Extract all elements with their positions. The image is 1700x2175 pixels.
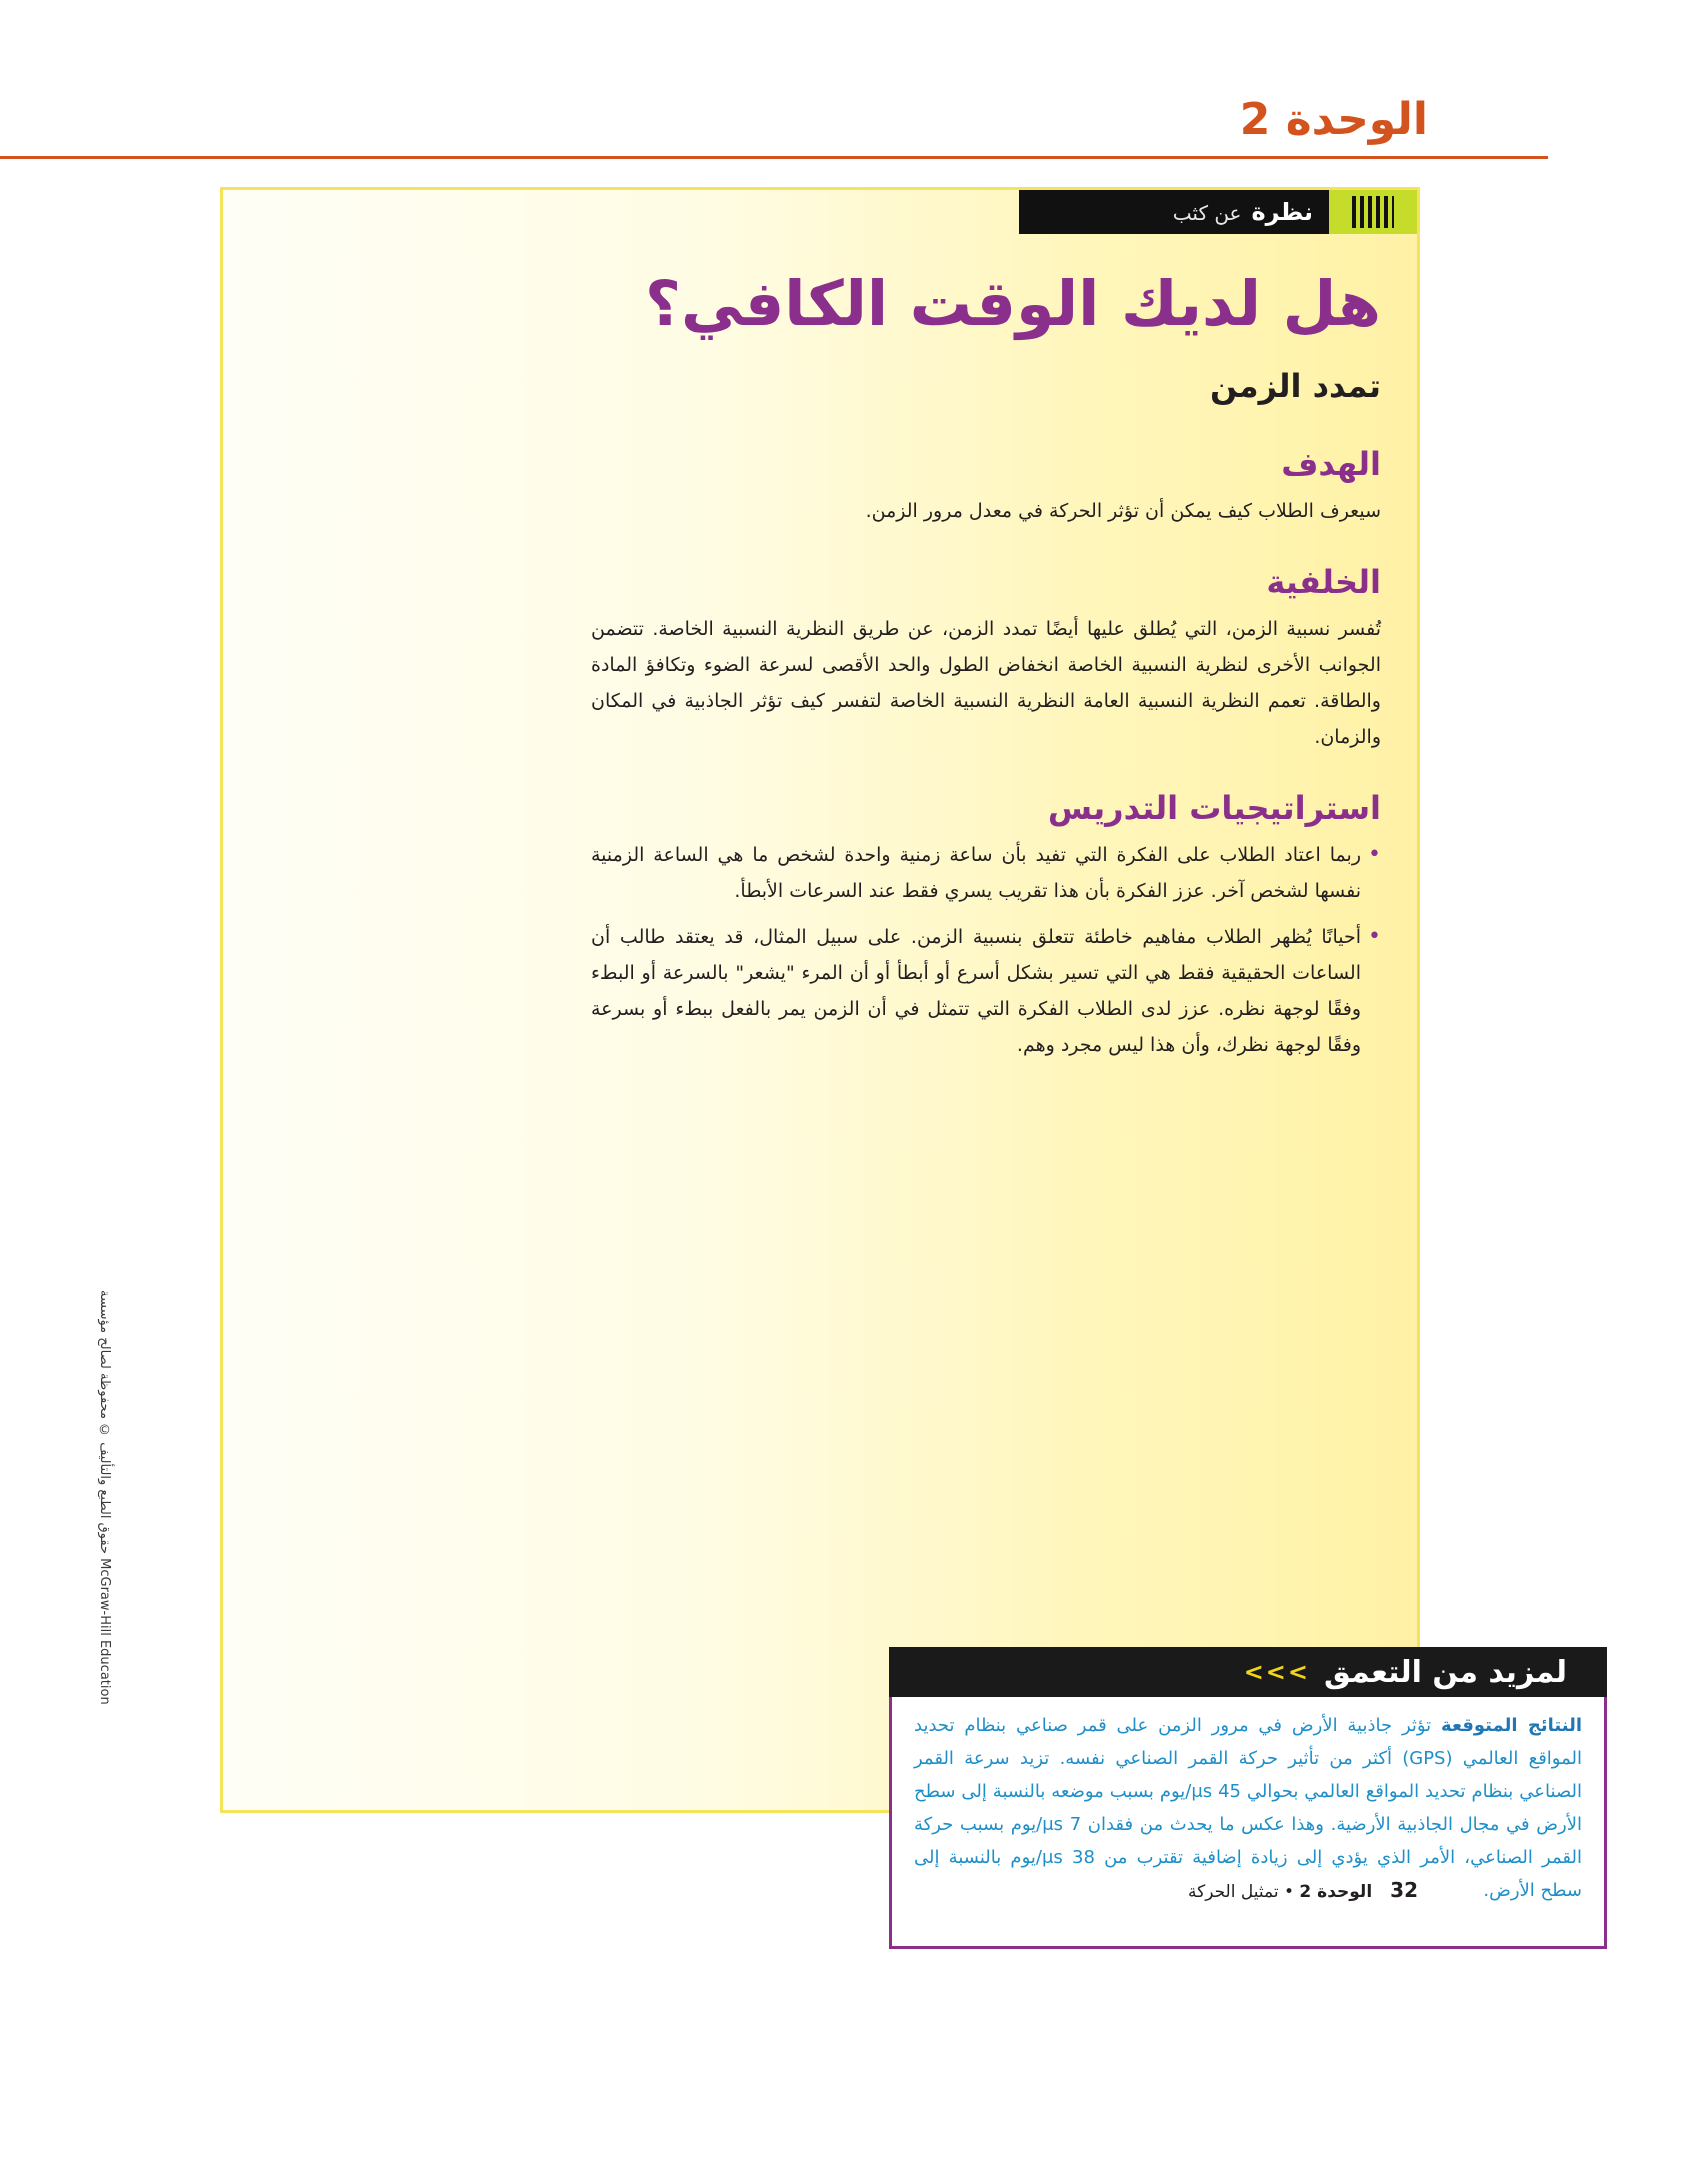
deep-dive-title: لمزيد من التعمق [1324, 1654, 1567, 1690]
article-subtitle: تمدد الزمن [1209, 367, 1381, 406]
closer-look-banner [1019, 190, 1417, 234]
strategy-text: أحيانًا يُظهر الطلاب مفاهيم خاطئة تتعلق بنسبية الزمن. على سبيل المثال، قد يعتقد طالب أن الساعات الحقيقية فقط هي التي تسير بشكل أسرع أو أبطأ أو أن المرء "يشعر" بالسرعة أو البطء وفقًا لوجهة نظره. عزز لدى الطلاب الفكرة التي تتمثل في أن الزمن يمر بالفعل ببطء أو بسرعة وفقًا لوجهة نظرك، وأن هذا ليس مجرد وهم. [591, 926, 1361, 1057]
chevrons-icon: >>> [1243, 1658, 1311, 1686]
footer-chapter: تمثيل الحركة [1188, 1882, 1279, 1902]
banner-label-light: عن كثب [1172, 201, 1242, 225]
page-footer [1188, 1878, 1418, 1902]
banner-label [1173, 198, 1329, 226]
list-item [591, 919, 1381, 1063]
copyright-credit: حقوق الطبع والتأليف © محفوظة لصالح مؤسسة McGraw-Hill Education [97, 1290, 112, 1705]
banner-stripes-icon [1329, 190, 1417, 234]
banner-label-bold: نظرة [1251, 198, 1313, 226]
deep-dive-text: تؤثر جاذبية الأرض في مرور الزمن على قمر صناعي بنظام تحديد المواقع العالمي (GPS) أكثر من تأثير حركة القمر الصناعي نفسه. تزيد سرعة القمر الصناعي بنظام تحديد المواقع العالمي بحوالي 45 μs/يوم بسبب موضعه بالنسبة إلى سطح الأرض في مجال الجاذبية الأرضية. وهذا عكس ما يحدث من فقدان 7 μs/يوم بسبب حركة القمر الصناعي، الأمر الذي يؤدي إلى زيادة إضافية تقترب من 38 μs/يوم بالنسبة إلى سطح الأرض. [914, 1715, 1582, 1901]
deep-dive-body [889, 1697, 1607, 1949]
strategy-text: ربما اعتاد الطلاب على الفكرة التي تفيد بأن ساعة زمنية واحدة لشخص ما هي الساعة الزمنية نفسها لشخص آخر. عزز الفكرة بأن هذا تقريب يسري فقط عند السرعات الأبطأ. [591, 844, 1361, 903]
background-text: تُفسر نسبية الزمن، التي يُطلق عليها أيضًا تمدد الزمن، عن طريق النظرية النسبية الخاصة. تتضمن الجوانب الأخرى لنظرية النسبية الخاصة انخفاض الطول والحد الأقصى لسرعة الضوء وتكافؤ المادة والطاقة. تعمم النظرية النسبية العامة النظرية النسبية الخاصة لتفسر كيف تؤثر الجاذبية في المكان والزمان. [591, 618, 1381, 749]
strategies-list [591, 837, 1381, 1063]
footer-separator: • [1283, 1882, 1294, 1902]
bullet-icon: • [1368, 924, 1381, 950]
deep-dive-lead: النتائج المتوقعة [1441, 1715, 1583, 1736]
article-content [591, 268, 1381, 1073]
goal-heading: الهدف [1281, 445, 1381, 484]
bullet-icon: • [1368, 842, 1381, 868]
header-rule [0, 156, 1548, 159]
deep-dive-box [889, 1647, 1607, 1949]
background-heading: الخلفية [1266, 563, 1381, 602]
strategies-heading: استراتيجيات التدريس [1047, 789, 1381, 828]
unit-title: الوحدة 2 [1239, 94, 1428, 145]
deep-dive-header [889, 1647, 1607, 1697]
footer-unit: الوحدة 2 [1299, 1882, 1373, 1902]
goal-text: سيعرف الطلاب كيف يمكن أن تؤثر الحركة في معدل مرور الزمن. [865, 500, 1381, 523]
page-number: 32 [1390, 1878, 1418, 1902]
list-item [591, 837, 1381, 909]
article-title: هل لديك الوقت الكافي؟ [645, 267, 1381, 340]
